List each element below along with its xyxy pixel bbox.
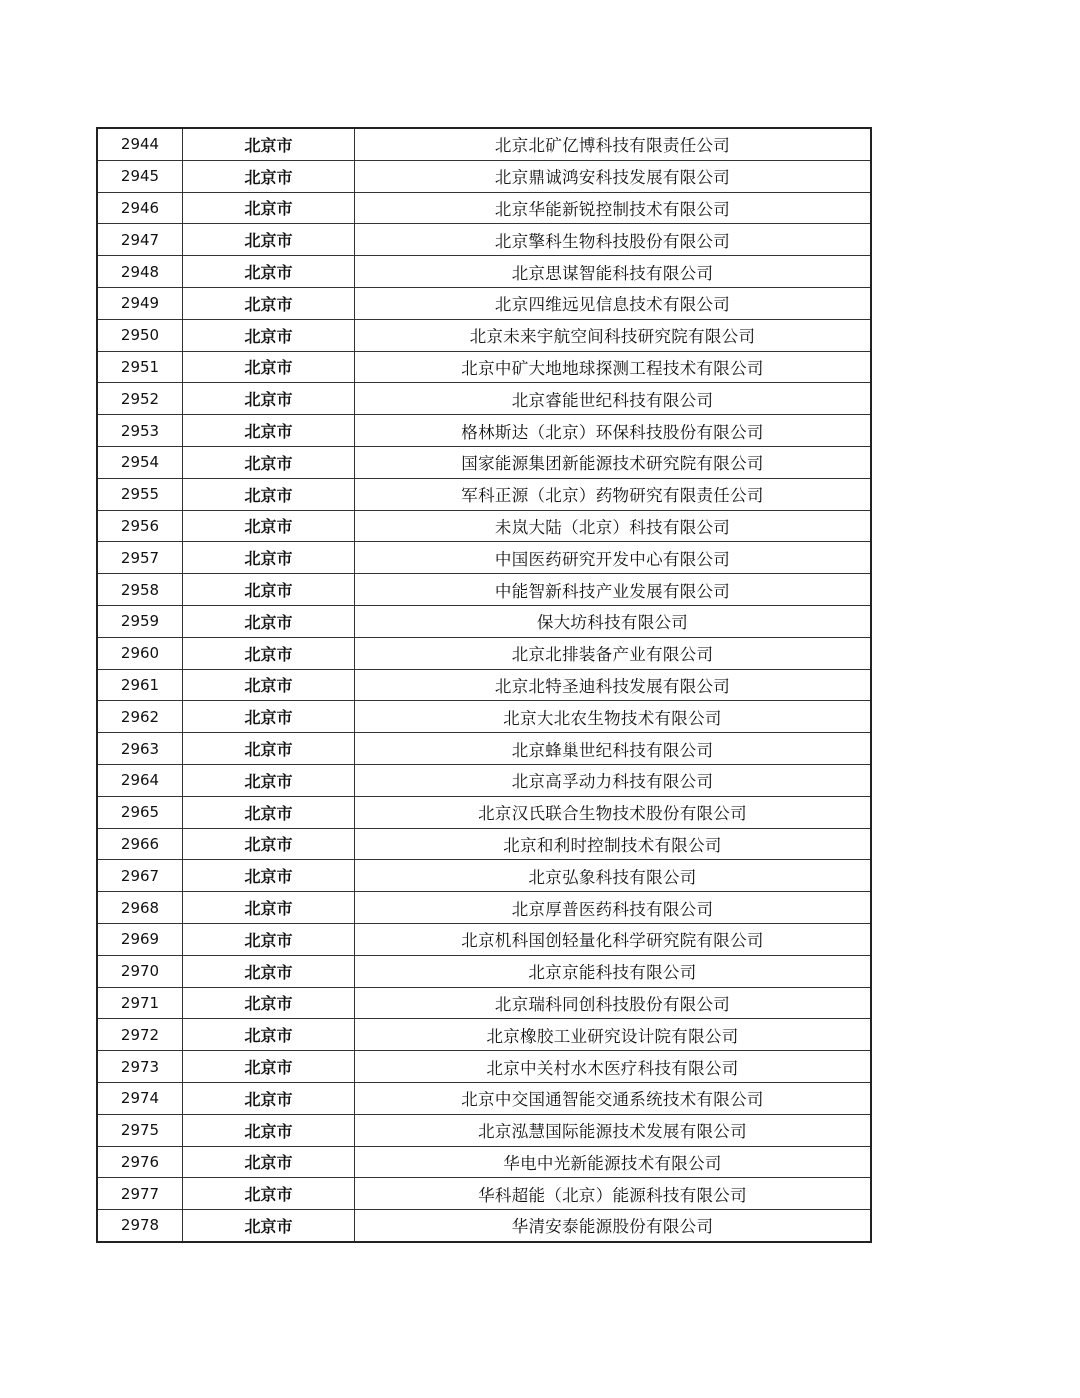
table-row <box>97 128 871 160</box>
city-cell: 北京市 <box>183 1146 355 1178</box>
company-name-cell: 中能智新科技产业发展有限公司 <box>355 574 872 606</box>
row-number-cell: 2944 <box>97 128 183 160</box>
row-number-cell: 2964 <box>97 764 183 796</box>
city-cell: 北京市 <box>183 637 355 669</box>
city-cell: 北京市 <box>183 256 355 288</box>
city-cell: 北京市 <box>183 542 355 574</box>
company-name-cell: 北京中矿大地地球探测工程技术有限公司 <box>355 351 872 383</box>
company-name-cell: 北京厚普医药科技有限公司 <box>355 892 872 924</box>
table-row <box>97 923 871 955</box>
city-cell: 北京市 <box>183 733 355 765</box>
city-cell: 北京市 <box>183 574 355 606</box>
company-name-cell: 北京弘象科技有限公司 <box>355 860 872 892</box>
row-number-cell: 2962 <box>97 701 183 733</box>
city-cell: 北京市 <box>183 987 355 1019</box>
row-number-cell: 2959 <box>97 605 183 637</box>
table-row <box>97 955 871 987</box>
city-cell: 北京市 <box>183 669 355 701</box>
row-number-cell: 2953 <box>97 415 183 447</box>
row-number-cell: 2958 <box>97 574 183 606</box>
row-number-cell: 2950 <box>97 319 183 351</box>
row-number-cell: 2968 <box>97 892 183 924</box>
row-number-cell: 2955 <box>97 478 183 510</box>
company-name-cell: 未岚大陆（北京）科技有限公司 <box>355 510 872 542</box>
table-row <box>97 637 871 669</box>
table-row <box>97 828 871 860</box>
company-name-cell: 北京四维远见信息技术有限公司 <box>355 287 872 319</box>
company-name-cell: 北京大北农生物技术有限公司 <box>355 701 872 733</box>
company-name-cell: 北京和利时控制技术有限公司 <box>355 828 872 860</box>
row-number-cell: 2948 <box>97 256 183 288</box>
city-cell: 北京市 <box>183 351 355 383</box>
city-cell: 北京市 <box>183 955 355 987</box>
city-cell: 北京市 <box>183 764 355 796</box>
table-row <box>97 1019 871 1051</box>
city-cell: 北京市 <box>183 701 355 733</box>
table-row <box>97 542 871 574</box>
row-number-cell: 2963 <box>97 733 183 765</box>
city-cell: 北京市 <box>183 287 355 319</box>
table-row <box>97 1082 871 1114</box>
company-name-cell: 国家能源集团新能源技术研究院有限公司 <box>355 446 872 478</box>
table-row <box>97 574 871 606</box>
row-number-cell: 2977 <box>97 1178 183 1210</box>
company-name-cell: 军科正源（北京）药物研究有限责任公司 <box>355 478 872 510</box>
row-number-cell: 2957 <box>97 542 183 574</box>
row-number-cell: 2976 <box>97 1146 183 1178</box>
table-row <box>97 1178 871 1210</box>
table-row <box>97 446 871 478</box>
row-number-cell: 2966 <box>97 828 183 860</box>
table-row <box>97 1146 871 1178</box>
row-number-cell: 2973 <box>97 1051 183 1083</box>
table-row <box>97 192 871 224</box>
city-cell: 北京市 <box>183 1178 355 1210</box>
city-cell: 北京市 <box>183 415 355 447</box>
company-name-cell: 北京瑞科同创科技股份有限公司 <box>355 987 872 1019</box>
company-name-cell: 华清安泰能源股份有限公司 <box>355 1210 872 1242</box>
company-name-cell: 北京中关村水木医疗科技有限公司 <box>355 1051 872 1083</box>
company-name-cell: 格林斯达（北京）环保科技股份有限公司 <box>355 415 872 447</box>
table-row <box>97 351 871 383</box>
table-row <box>97 701 871 733</box>
table-row <box>97 415 871 447</box>
company-name-cell: 北京中交国通智能交通系统技术有限公司 <box>355 1082 872 1114</box>
table-row <box>97 224 871 256</box>
table-row <box>97 860 871 892</box>
row-number-cell: 2972 <box>97 1019 183 1051</box>
row-number-cell: 2974 <box>97 1082 183 1114</box>
table-row <box>97 796 871 828</box>
city-cell: 北京市 <box>183 128 355 160</box>
table-row <box>97 287 871 319</box>
table-row <box>97 764 871 796</box>
company-name-cell: 保大坊科技有限公司 <box>355 605 872 637</box>
company-name-cell: 北京未来宇航空间科技研究院有限公司 <box>355 319 872 351</box>
city-cell: 北京市 <box>183 1019 355 1051</box>
company-name-cell: 北京蜂巢世纪科技有限公司 <box>355 733 872 765</box>
city-cell: 北京市 <box>183 510 355 542</box>
company-name-cell: 北京汉氏联合生物技术股份有限公司 <box>355 796 872 828</box>
row-number-cell: 2947 <box>97 224 183 256</box>
company-name-cell: 北京华能新锐控制技术有限公司 <box>355 192 872 224</box>
row-number-cell: 2975 <box>97 1114 183 1146</box>
row-number-cell: 2946 <box>97 192 183 224</box>
table-row <box>97 478 871 510</box>
company-name-cell: 北京京能科技有限公司 <box>355 955 872 987</box>
company-name-cell: 华科超能（北京）能源科技有限公司 <box>355 1178 872 1210</box>
row-number-cell: 2960 <box>97 637 183 669</box>
table-row <box>97 510 871 542</box>
table-row <box>97 892 871 924</box>
table-row <box>97 605 871 637</box>
row-number-cell: 2965 <box>97 796 183 828</box>
table-body <box>97 128 871 1242</box>
company-name-cell: 北京思谋智能科技有限公司 <box>355 256 872 288</box>
city-cell: 北京市 <box>183 383 355 415</box>
row-number-cell: 2961 <box>97 669 183 701</box>
city-cell: 北京市 <box>183 446 355 478</box>
company-name-cell: 北京鼎诚鸿安科技发展有限公司 <box>355 160 872 192</box>
row-number-cell: 2956 <box>97 510 183 542</box>
city-cell: 北京市 <box>183 828 355 860</box>
row-number-cell: 2952 <box>97 383 183 415</box>
city-cell: 北京市 <box>183 860 355 892</box>
table-row <box>97 987 871 1019</box>
company-name-cell: 北京擎科生物科技股份有限公司 <box>355 224 872 256</box>
table-row <box>97 669 871 701</box>
city-cell: 北京市 <box>183 192 355 224</box>
row-number-cell: 2954 <box>97 446 183 478</box>
table-row <box>97 319 871 351</box>
city-cell: 北京市 <box>183 319 355 351</box>
table-row <box>97 1210 871 1242</box>
company-name-cell: 北京橡胶工业研究设计院有限公司 <box>355 1019 872 1051</box>
city-cell: 北京市 <box>183 478 355 510</box>
company-name-cell: 北京北特圣迪科技发展有限公司 <box>355 669 872 701</box>
row-number-cell: 2970 <box>97 955 183 987</box>
city-cell: 北京市 <box>183 1051 355 1083</box>
city-cell: 北京市 <box>183 224 355 256</box>
company-name-cell: 北京机科国创轻量化科学研究院有限公司 <box>355 923 872 955</box>
city-cell: 北京市 <box>183 892 355 924</box>
row-number-cell: 2949 <box>97 287 183 319</box>
city-cell: 北京市 <box>183 796 355 828</box>
company-name-cell: 北京高孚动力科技有限公司 <box>355 764 872 796</box>
city-cell: 北京市 <box>183 605 355 637</box>
company-name-cell: 北京睿能世纪科技有限公司 <box>355 383 872 415</box>
table-row <box>97 383 871 415</box>
row-number-cell: 2967 <box>97 860 183 892</box>
table-row <box>97 1051 871 1083</box>
company-list-table <box>96 127 872 1243</box>
company-name-cell: 华电中光新能源技术有限公司 <box>355 1146 872 1178</box>
table-row <box>97 733 871 765</box>
document-page <box>96 127 872 1243</box>
table-row <box>97 160 871 192</box>
row-number-cell: 2969 <box>97 923 183 955</box>
company-name-cell: 北京泓慧国际能源技术发展有限公司 <box>355 1114 872 1146</box>
row-number-cell: 2951 <box>97 351 183 383</box>
company-name-cell: 中国医药研究开发中心有限公司 <box>355 542 872 574</box>
row-number-cell: 2945 <box>97 160 183 192</box>
company-name-cell: 北京北排装备产业有限公司 <box>355 637 872 669</box>
table-row <box>97 256 871 288</box>
row-number-cell: 2978 <box>97 1210 183 1242</box>
table-row <box>97 1114 871 1146</box>
city-cell: 北京市 <box>183 1114 355 1146</box>
city-cell: 北京市 <box>183 160 355 192</box>
city-cell: 北京市 <box>183 923 355 955</box>
city-cell: 北京市 <box>183 1082 355 1114</box>
row-number-cell: 2971 <box>97 987 183 1019</box>
city-cell: 北京市 <box>183 1210 355 1242</box>
company-name-cell: 北京北矿亿博科技有限责任公司 <box>355 128 872 160</box>
